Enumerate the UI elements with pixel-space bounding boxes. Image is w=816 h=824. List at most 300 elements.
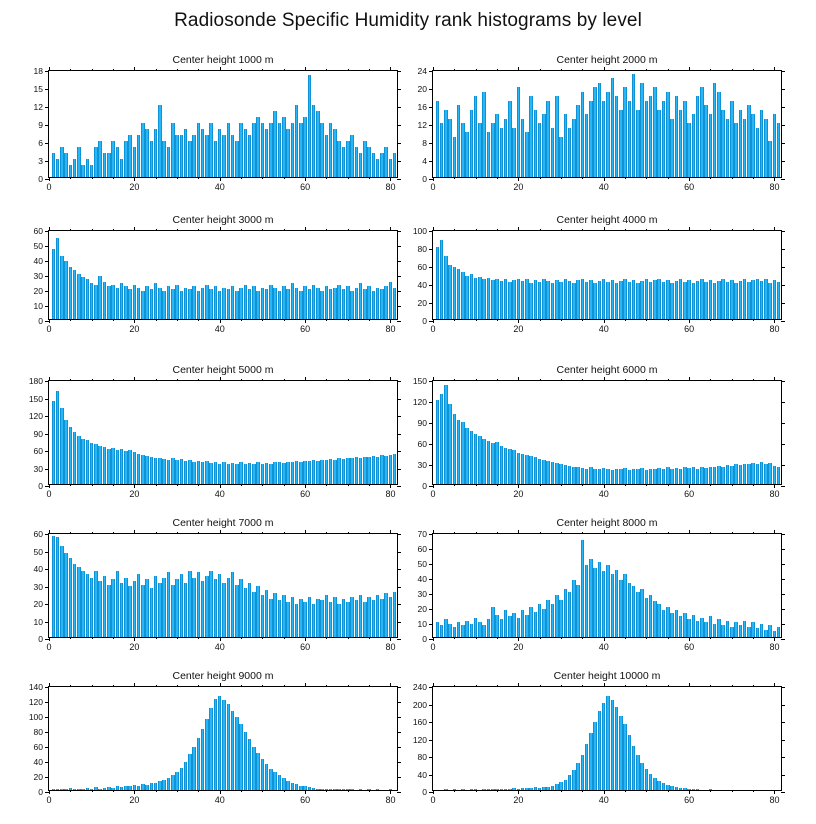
bar <box>704 468 708 484</box>
y-tick-label: 20 <box>417 84 427 94</box>
y-tick-label: 6 <box>38 138 43 148</box>
bar <box>474 96 478 177</box>
bar <box>235 717 239 791</box>
x-tick-label: 60 <box>684 489 695 499</box>
y-tick <box>429 267 433 268</box>
x-tick <box>774 319 775 323</box>
bar <box>295 604 299 637</box>
bar <box>380 153 384 177</box>
x-tick-label: 80 <box>385 795 396 805</box>
bar <box>611 574 615 637</box>
x-tick-top <box>476 229 477 231</box>
x-tick-minor <box>454 177 455 179</box>
bar <box>128 786 132 790</box>
bar <box>704 282 708 319</box>
bar <box>747 627 751 638</box>
bar <box>649 96 653 177</box>
y-tick-right <box>781 534 785 535</box>
x-tick-top <box>753 69 754 71</box>
bar <box>645 101 649 178</box>
bar <box>158 583 162 637</box>
y-tick-label: 0 <box>422 174 427 184</box>
y-tick-right <box>781 303 785 304</box>
bar <box>98 581 102 637</box>
x-tick-top <box>369 685 370 687</box>
x-tick-minor <box>241 177 242 179</box>
bar <box>73 789 77 791</box>
y-tick-label: 40 <box>417 769 427 780</box>
bar <box>273 288 277 320</box>
bar <box>299 599 303 638</box>
bar-series <box>433 534 781 637</box>
x-tick-minor <box>732 484 733 486</box>
y-tick-label: 20 <box>417 298 427 308</box>
bar-series <box>49 71 397 177</box>
x-tick-minor <box>476 319 477 321</box>
bar <box>363 289 367 319</box>
bar <box>546 101 550 178</box>
x-tick-minor <box>710 637 711 639</box>
x-tick-top <box>156 685 157 687</box>
bar <box>747 105 751 177</box>
bar <box>180 135 184 177</box>
bar <box>278 775 282 790</box>
bar <box>542 460 546 484</box>
bar <box>487 278 491 319</box>
x-tick-top <box>220 683 221 687</box>
bar <box>440 240 444 319</box>
bar <box>538 459 542 484</box>
x-tick-top <box>476 69 477 71</box>
bar <box>611 700 615 790</box>
bar <box>593 722 597 790</box>
bar <box>564 465 568 484</box>
bar <box>180 291 184 320</box>
bar <box>704 622 708 637</box>
bar <box>316 599 320 638</box>
bar <box>640 83 644 178</box>
bar <box>171 775 175 790</box>
x-tick-top <box>156 69 157 71</box>
x-tick-label: 40 <box>598 795 609 805</box>
bar <box>60 546 64 637</box>
x-tick-top <box>518 67 519 71</box>
x-tick-top <box>774 67 775 71</box>
x-tick-minor <box>646 637 647 639</box>
x-tick-top <box>49 683 50 687</box>
x-tick-top <box>689 67 690 71</box>
bar <box>777 282 781 319</box>
bar <box>692 789 696 790</box>
x-tick-label: 20 <box>129 642 140 652</box>
bar <box>64 261 68 320</box>
x-tick <box>604 484 605 488</box>
bar <box>261 288 265 320</box>
bar <box>687 123 691 177</box>
bar <box>295 288 299 320</box>
bar <box>572 283 576 319</box>
bar <box>150 783 154 791</box>
bar <box>589 101 593 178</box>
y-tick <box>429 534 433 535</box>
bar <box>512 280 516 319</box>
bar <box>303 461 307 484</box>
bar <box>175 135 179 177</box>
x-tick-minor <box>753 484 754 486</box>
bar <box>713 83 717 178</box>
x-tick-label: 40 <box>598 642 609 652</box>
bar <box>346 286 350 319</box>
x-tick-label: 60 <box>684 642 695 652</box>
bar <box>286 462 290 484</box>
x-tick-minor <box>454 319 455 321</box>
bar <box>120 283 124 319</box>
bar <box>623 87 627 177</box>
x-tick-minor <box>710 790 711 792</box>
x-tick <box>305 484 306 488</box>
x-tick-label: 0 <box>430 642 436 652</box>
x-tick-top <box>753 532 754 534</box>
bar <box>175 285 179 320</box>
bar <box>623 468 627 484</box>
y-tick-label: 0 <box>38 481 43 491</box>
x-tick <box>134 177 135 181</box>
x-tick <box>604 319 605 323</box>
bar <box>576 467 580 484</box>
x-tick-minor <box>113 637 114 639</box>
bar <box>218 464 222 484</box>
x-tick-label: 20 <box>129 182 140 192</box>
bar <box>615 469 619 484</box>
bar <box>167 460 171 485</box>
bar <box>363 457 367 484</box>
bar <box>564 279 568 319</box>
x-tick-top <box>625 685 626 687</box>
x-tick-minor <box>241 637 242 639</box>
bar <box>197 572 201 637</box>
chart-panel <box>386 214 788 342</box>
bar <box>180 574 184 637</box>
x-tick-minor <box>582 319 583 321</box>
bar <box>145 129 149 177</box>
bar <box>739 281 743 319</box>
bar <box>77 436 81 484</box>
x-tick-label: 20 <box>513 489 524 499</box>
bar <box>128 289 132 319</box>
bar <box>299 786 303 791</box>
x-tick-top <box>156 532 157 534</box>
bar <box>367 597 371 637</box>
y-tick-right <box>781 381 785 382</box>
bar <box>111 285 115 320</box>
x-tick-label: 40 <box>214 795 225 805</box>
x-tick-top <box>433 67 434 71</box>
bar-series <box>49 381 397 484</box>
x-tick-top <box>134 377 135 381</box>
x-tick-minor <box>753 177 754 179</box>
bar <box>201 129 205 177</box>
bar <box>500 281 504 319</box>
bar <box>687 619 691 637</box>
bar <box>312 788 316 790</box>
bar <box>52 249 56 320</box>
x-tick-top <box>689 530 690 534</box>
bar <box>355 600 359 637</box>
bar <box>252 123 256 177</box>
bar <box>337 604 341 637</box>
bar <box>747 464 751 484</box>
y-tick <box>429 423 433 424</box>
bar <box>478 436 482 484</box>
bar <box>141 455 145 484</box>
bar <box>337 141 341 177</box>
bar <box>491 443 495 484</box>
x-tick-top <box>70 532 71 534</box>
bar <box>116 450 120 484</box>
x-tick-top <box>49 377 50 381</box>
bar <box>572 770 576 790</box>
bar <box>363 141 367 177</box>
bar <box>760 281 764 319</box>
x-tick-minor <box>326 484 327 486</box>
x-tick <box>49 484 50 488</box>
bar <box>342 147 346 177</box>
bar <box>64 789 68 790</box>
bar <box>235 585 239 638</box>
x-tick-top <box>198 229 199 231</box>
bar <box>244 732 248 791</box>
x-tick <box>305 177 306 181</box>
bar <box>162 141 166 177</box>
bar <box>487 441 491 484</box>
x-tick <box>49 637 50 641</box>
bar <box>478 277 482 319</box>
x-tick-minor <box>156 790 157 792</box>
bar <box>751 280 755 319</box>
y-tick <box>45 469 49 470</box>
bar <box>636 469 640 484</box>
bar <box>487 789 491 790</box>
bar <box>342 289 346 319</box>
bar <box>717 92 721 178</box>
bar <box>73 270 77 320</box>
bar <box>623 724 627 790</box>
y-tick-label: 0 <box>38 316 43 326</box>
bar <box>611 78 615 177</box>
y-tick-label: 80 <box>417 244 427 254</box>
x-tick-top <box>604 377 605 381</box>
chart-panel <box>2 517 404 660</box>
x-tick-top <box>220 530 221 534</box>
bar <box>265 463 269 484</box>
x-tick-label: 0 <box>430 795 436 805</box>
x-tick-minor <box>646 790 647 792</box>
bar <box>529 283 533 319</box>
x-tick-label: 40 <box>598 489 609 499</box>
bar <box>632 280 636 319</box>
x-tick <box>134 637 135 641</box>
x-tick-label: 40 <box>214 489 225 499</box>
x-tick-top <box>70 69 71 71</box>
bar <box>696 96 700 177</box>
y-tick-right <box>781 402 785 403</box>
bar <box>683 613 687 637</box>
bar <box>376 595 380 637</box>
x-tick-top <box>710 685 711 687</box>
bar <box>756 279 760 320</box>
bar <box>184 129 188 177</box>
bar <box>291 783 295 791</box>
bar <box>359 789 363 790</box>
plot-area <box>33 226 398 334</box>
bar <box>355 457 359 484</box>
bar <box>602 571 606 637</box>
chart-panel <box>2 214 404 342</box>
x-tick-minor <box>262 177 263 179</box>
x-tick-top <box>604 530 605 534</box>
x-tick-top <box>689 683 690 687</box>
bar <box>111 448 115 484</box>
bar <box>440 394 444 484</box>
x-tick <box>433 637 434 641</box>
x-tick-minor <box>561 484 562 486</box>
bar <box>133 147 137 177</box>
x-tick <box>220 790 221 794</box>
bar <box>743 621 747 638</box>
bar <box>743 464 747 484</box>
x-tick-minor <box>92 319 93 321</box>
bar <box>286 781 290 790</box>
bar <box>154 576 158 637</box>
x-tick <box>220 177 221 181</box>
y-tick <box>429 402 433 403</box>
x-tick-top <box>198 69 199 71</box>
bar <box>461 272 465 319</box>
bar <box>581 755 585 790</box>
bar <box>303 286 307 319</box>
bar <box>103 282 107 320</box>
bar <box>662 783 666 790</box>
bar <box>175 772 179 790</box>
x-tick-label: 20 <box>513 182 524 192</box>
y-tick-label: 70 <box>417 529 427 539</box>
x-tick-label: 40 <box>214 642 225 652</box>
bar <box>295 461 299 484</box>
panel-title: Center height 5000 m <box>172 364 274 376</box>
y-tick-label: 90 <box>33 428 43 439</box>
bar <box>504 448 508 484</box>
bar <box>457 420 461 484</box>
bar <box>546 281 550 319</box>
plot-area <box>28 682 398 805</box>
bar <box>559 782 563 790</box>
y-tick-label: 60 <box>33 446 43 456</box>
bar <box>448 624 452 638</box>
x-tick <box>604 177 605 181</box>
bar <box>734 464 738 484</box>
y-tick-label: 10 <box>417 619 427 629</box>
bar <box>615 283 619 319</box>
bar <box>286 289 290 319</box>
bar <box>525 132 529 177</box>
bar <box>619 281 623 319</box>
y-tick-label: 40 <box>417 280 427 290</box>
y-tick-right <box>781 71 785 72</box>
bar <box>312 460 316 484</box>
bar <box>470 431 474 484</box>
bar <box>141 291 145 320</box>
bar <box>350 291 354 320</box>
x-tick <box>433 177 434 181</box>
y-tick-label: 80 <box>33 727 43 737</box>
x-tick-top <box>518 530 519 534</box>
x-tick-minor <box>540 790 541 792</box>
x-tick-top <box>582 379 583 381</box>
y-tick <box>429 687 433 688</box>
bar <box>103 447 107 484</box>
bar <box>69 427 73 484</box>
x-tick-minor <box>70 637 71 639</box>
bar <box>222 583 226 637</box>
bar <box>555 784 559 790</box>
bar <box>346 458 350 484</box>
x-tick-minor <box>540 484 541 486</box>
y-tick-label: 30 <box>417 589 427 599</box>
bar <box>107 449 111 484</box>
bar <box>564 589 568 637</box>
y-tick-label: 16 <box>417 102 427 112</box>
y-tick <box>45 604 49 605</box>
plot-area <box>33 529 398 652</box>
chart-panel <box>386 670 788 813</box>
x-tick-label: 40 <box>598 182 609 192</box>
x-tick-label: 60 <box>684 182 695 192</box>
x-tick-minor <box>198 177 199 179</box>
bar <box>615 707 619 790</box>
x-tick-top <box>774 377 775 381</box>
x-tick-minor <box>92 484 93 486</box>
bar <box>534 787 538 790</box>
y-tick-right <box>781 267 785 268</box>
bar <box>555 280 559 319</box>
bar <box>606 282 610 319</box>
x-tick-label: 0 <box>430 489 436 499</box>
bar <box>201 288 205 320</box>
y-tick <box>45 451 49 452</box>
plot-area <box>412 682 782 805</box>
plot-area <box>33 66 398 192</box>
y-tick-label: 140 <box>28 682 43 692</box>
bar <box>158 105 162 177</box>
x-tick-top <box>241 69 242 71</box>
bar <box>350 458 354 484</box>
bar <box>86 574 90 637</box>
x-tick-top <box>134 530 135 534</box>
bar <box>593 87 597 177</box>
bar <box>355 147 359 177</box>
bar <box>606 696 610 790</box>
x-tick-minor <box>369 790 370 792</box>
bar <box>124 451 128 484</box>
bar <box>521 119 525 178</box>
bar <box>316 111 320 177</box>
bar <box>342 789 346 791</box>
plot-area <box>28 376 398 499</box>
bar <box>171 123 175 177</box>
bar <box>585 565 589 637</box>
x-tick-top <box>561 685 562 687</box>
bar <box>222 135 226 177</box>
